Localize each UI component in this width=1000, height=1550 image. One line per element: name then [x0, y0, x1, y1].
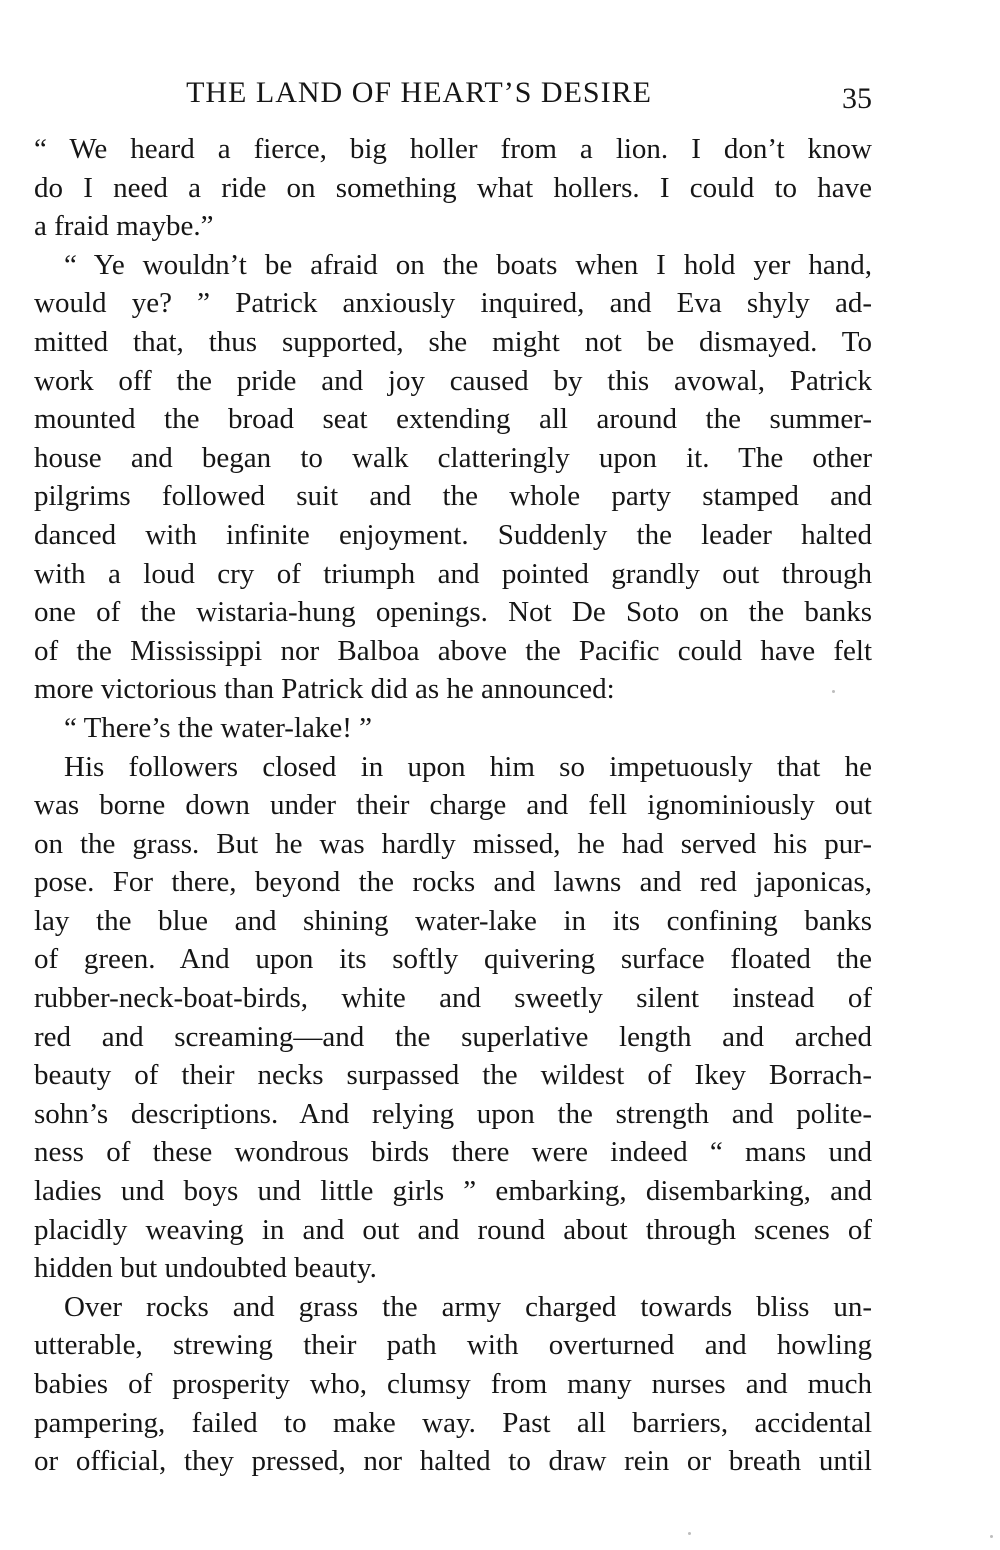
text-line: work off the pride and joy caused by this avowal, Patrick: [34, 364, 872, 397]
text-line: “ Ye wouldn’t be afraid on the boats when I hold yer hand,: [64, 248, 872, 281]
text-line: utterable, strewing their path with overturned and howling: [34, 1329, 872, 1362]
text-line: “ We heard a fierce, big holler from a lion. I don’t know: [34, 133, 872, 165]
page-number: 35: [842, 82, 872, 115]
running-title: THE LAND OF HEART’S DESIRE: [186, 76, 652, 109]
paragraph: [34, 246, 872, 709]
paragraph: [34, 709, 872, 748]
text-line: hidden but undoubted beauty.: [34, 1252, 377, 1285]
text-line: would ye? ” Patrick anxiously inquired, and Eva shyly ad-: [34, 287, 872, 320]
text-line: ness of these wondrous birds there were indeed “ mans und: [34, 1136, 872, 1169]
text-line: pampering, failed to make way. Past all barriers, accidental: [34, 1406, 872, 1439]
text-line: more victorious than Patrick did as he announced:: [34, 673, 615, 706]
paragraph: [34, 130, 872, 246]
text-line: of green. And upon its softly quivering surface floated the: [34, 943, 872, 976]
text-line: pilgrims followed suit and the whole party stamped and: [34, 480, 872, 513]
text-line: lay the blue and shining water-lake in its confining banks: [34, 904, 872, 937]
text-line: babies of prosperity who, clumsy from many nurses and much: [34, 1368, 872, 1400]
text-line: or official, they pressed, nor halted to draw rein or breath until: [34, 1445, 872, 1478]
scan-speck: [990, 1535, 993, 1538]
text-line: a fraid maybe.”: [34, 210, 214, 243]
text-line: with a loud cry of triumph and pointed grandly out through: [34, 557, 872, 590]
scan-speck: [688, 1532, 691, 1535]
text-line: of the Mississippi nor Balboa above the Pacific could have felt: [34, 634, 872, 667]
paragraph: [34, 1288, 872, 1481]
text-line: was borne down under their charge and fell ignominiously out: [34, 789, 872, 822]
text-line: ladies und boys und little girls ” embarking, disembarking, and: [34, 1175, 872, 1208]
text-line: one of the wistaria-hung openings. Not De Soto on the banks: [34, 596, 872, 629]
body-text: [34, 130, 872, 1481]
text-line: red and screaming—and the superlative length and arched: [34, 1020, 872, 1053]
running-head: [34, 72, 872, 114]
text-line: placidly weaving in and out and round about through scenes of: [34, 1213, 872, 1246]
text-line: beauty of their necks surpassed the wildest of Ikey Borrach-: [34, 1059, 872, 1092]
text-line: rubber-neck-boat-birds, white and sweetly silent instead of: [34, 982, 872, 1015]
text-line: “ There’s the water-lake! ”: [64, 711, 373, 744]
text-line: sohn’s descriptions. And relying upon the strength and polite-: [34, 1097, 872, 1130]
text-line: danced with infinite enjoyment. Suddenly the leader halted: [34, 518, 872, 551]
text-line: His followers closed in upon him so impetuously that he: [64, 750, 872, 783]
text-line: Over rocks and grass the army charged towards bliss un-: [64, 1290, 872, 1323]
paragraph: [34, 748, 872, 1288]
text-line: on the grass. But he was hardly missed, he had served his pur-: [34, 827, 872, 860]
text-line: mitted that, thus supported, she might not be dismayed. To: [34, 325, 872, 358]
text-line: mounted the broad seat extending all around the summer-: [34, 403, 872, 436]
text-line: pose. For there, beyond the rocks and lawns and red japonicas,: [34, 866, 872, 899]
text-line: do I need a ride on something what hollers. I could to have: [34, 171, 872, 204]
scan-speck: [832, 690, 835, 693]
text-line: house and began to walk clatteringly upon it. The other: [34, 441, 872, 474]
